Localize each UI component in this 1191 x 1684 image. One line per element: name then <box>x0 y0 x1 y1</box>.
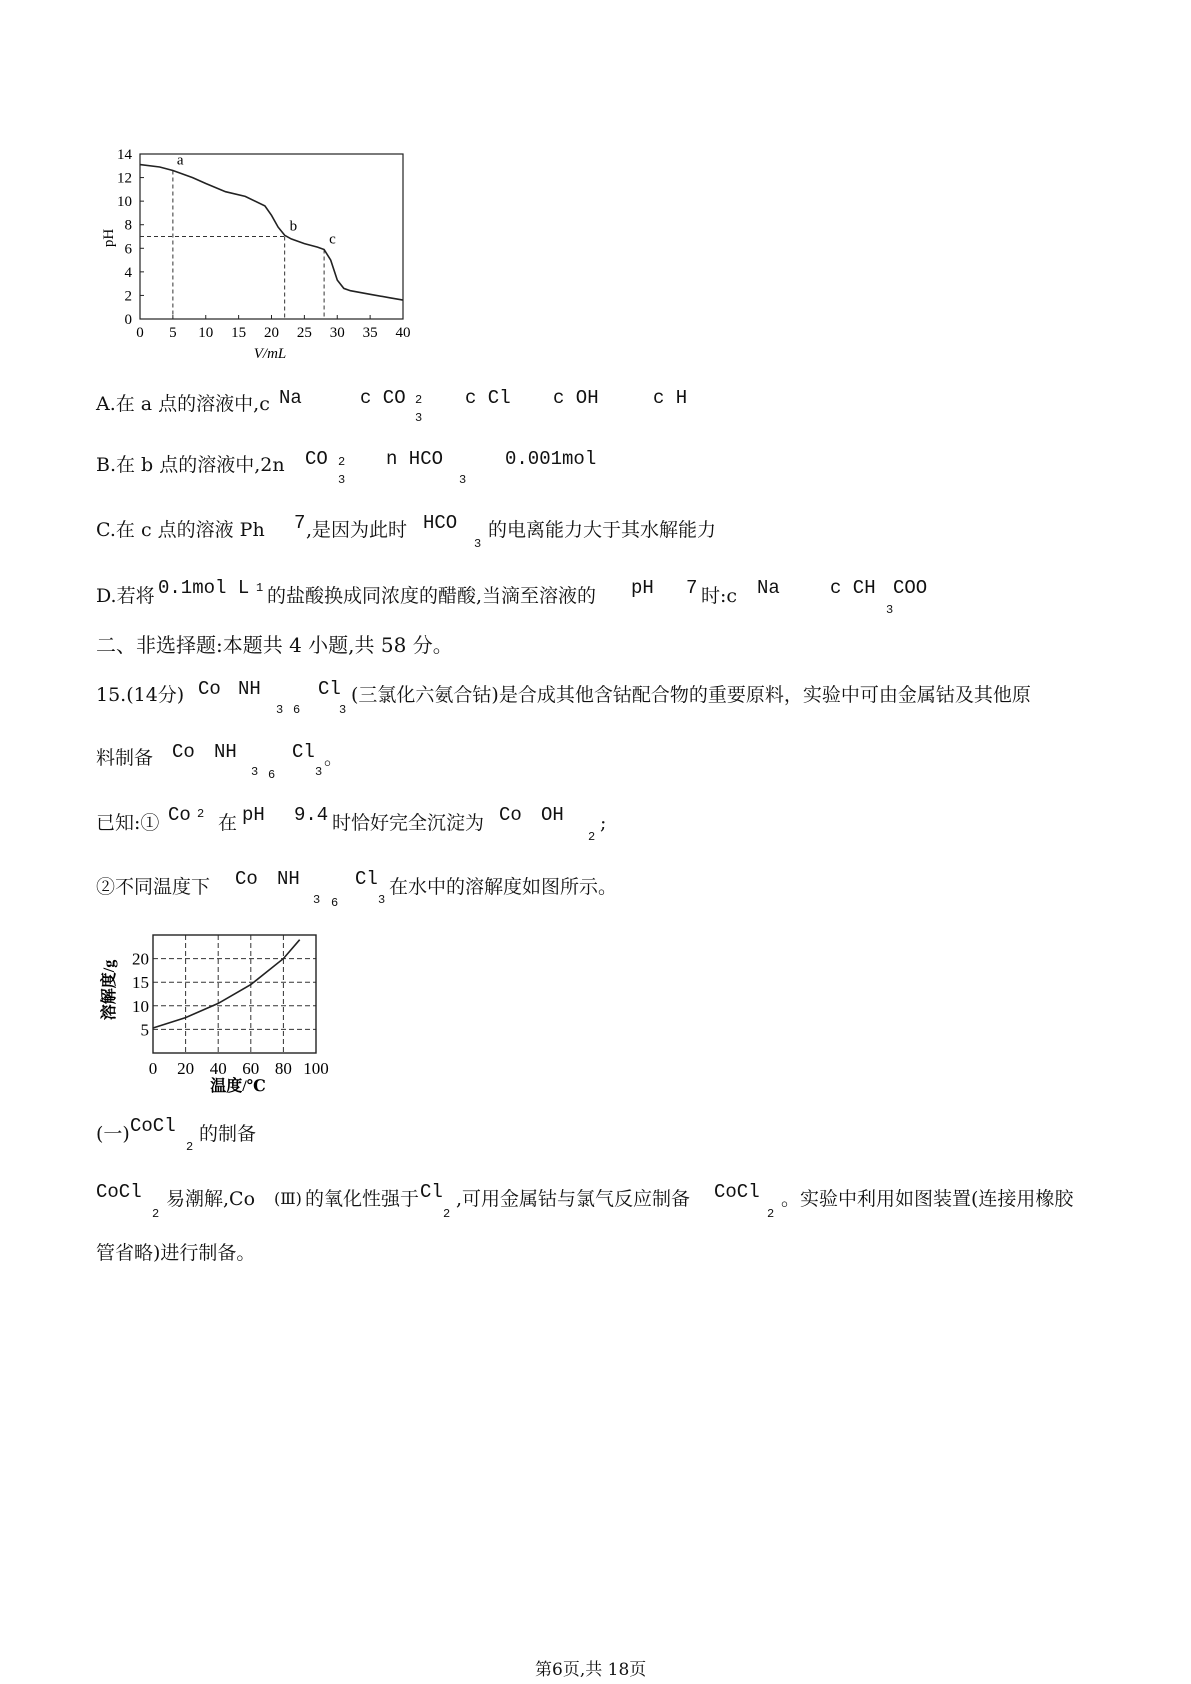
chart1-point-label-c: c <box>329 231 336 248</box>
chart1-xtick-label: 20 <box>264 325 279 341</box>
chart1-ylabel: pH <box>101 228 117 248</box>
para-text-3: ,可用金属钴与氯气反应制备 <box>456 1188 691 1210</box>
page-footer: 第6页,共 18页 <box>535 1660 647 1680</box>
option-a <box>96 392 270 416</box>
option-d-text-2: 的盐酸换成同浓度的醋酸,当滴至溶液的 <box>267 585 597 607</box>
known-1-ph-value: 9.4 <box>294 804 329 826</box>
q15-nh-sub: 3 <box>276 703 284 717</box>
para-cocl2-b-sub: 2 <box>767 1207 775 1221</box>
chart2-ytick-label: 20 <box>132 949 149 969</box>
option-c-text-3: 的电离能力大于其水解能力 <box>488 519 717 541</box>
known-1-label: 已知:① <box>96 812 160 834</box>
chart1-ytick-label: 10 <box>117 194 132 211</box>
option-c-text: C.在 c 点的溶液 Ph <box>96 519 265 541</box>
option-a-text: A.在 a 点的溶液中,c <box>96 393 270 415</box>
known-2-text: 在水中的溶解度如图所示。 <box>389 876 618 898</box>
known-2-cl-sub: 3 <box>378 893 386 907</box>
option-d-ph: pH <box>631 577 654 599</box>
option-b-text: B.在 b 点的溶液中,2n <box>96 454 285 476</box>
section-heading: 二、非选择题:本题共 4 小题,共 58 分。 <box>96 633 453 657</box>
chart1-point-label-b: b <box>289 218 298 235</box>
chart1-xtick-label: 15 <box>231 325 247 341</box>
option-b-formula-co3: CO <box>305 448 328 470</box>
q15-line2-text: 料制备 <box>96 747 154 769</box>
para-text-2: 的氧化性强于 <box>305 1188 420 1210</box>
option-d-ph-value: 7 <box>686 577 698 599</box>
option-b-formula-hco3: n HCO <box>386 448 444 470</box>
chart1-ytick-label: 0 <box>124 312 132 328</box>
chart1-ytick-label: 14 <box>117 147 132 163</box>
solubility-curve <box>153 940 300 1028</box>
known-1-co: Co <box>168 804 191 826</box>
chart1-xtick-label: 25 <box>296 325 312 341</box>
known-2-cl: Cl <box>355 868 378 890</box>
known-2-label: ②不同温度下 <box>96 876 211 898</box>
known-1-co2: Co <box>499 804 522 826</box>
chart1-ytick-label: 4 <box>124 264 132 281</box>
known-2-co: Co <box>235 868 258 890</box>
para-text-1: 易潮解,Co <box>166 1188 256 1210</box>
chart2-ytick-label: 15 <box>132 973 149 993</box>
known-1-ph: pH <box>242 804 265 826</box>
part1-label: (一) <box>96 1123 130 1145</box>
chart1-xtick-label: 30 <box>329 325 345 341</box>
option-a-formula-co3: c CO <box>360 387 406 409</box>
para-cocl2: CoCl <box>96 1181 142 1203</box>
q15-line2-cl: Cl <box>292 741 315 763</box>
chart2-xtick-label: 40 <box>209 1059 227 1078</box>
known-1-oh-sub: 2 <box>588 830 596 844</box>
q15-text: (三氯化六氨合钴)是合成其他含钴配合物的重要原料，实验中可由金属钴及其他原 <box>351 684 1031 706</box>
chart1-xtick-label: 40 <box>395 325 411 341</box>
chart1-xtick-label: 10 <box>198 325 214 341</box>
option-c-hco3-sub: 3 <box>474 537 482 551</box>
option-b-co3-sub: 3 <box>338 473 346 487</box>
q15-line2-nh-sub: 3 <box>251 765 259 779</box>
option-c <box>96 518 265 542</box>
q15-line2-nh: NH <box>214 741 237 763</box>
para-line-2: 管省略)进行制备。 <box>96 1242 256 1264</box>
chart2-ytick-label: 5 <box>140 1020 149 1040</box>
option-c-value: 7 <box>294 512 306 534</box>
known-1-text: 在 <box>218 812 238 834</box>
para-cocl2-b: CoCl <box>714 1181 760 1203</box>
chart2-xtick-label: 80 <box>274 1059 292 1078</box>
q15-line2-end: 。 <box>324 747 344 769</box>
para-text-1b: (Ⅲ) <box>274 1189 302 1208</box>
known-1-end: ; <box>600 812 607 834</box>
option-d-conc-sup: 1 <box>256 581 264 595</box>
q15-cl: Cl <box>318 678 341 700</box>
chart1-xtick-label: 5 <box>169 325 177 341</box>
chart2-xtick-label: 100 <box>303 1059 329 1078</box>
option-a-co3-sub: 3 <box>415 411 423 425</box>
option-a-formula-oh: c OH <box>553 387 599 409</box>
option-d-text-3: 时:c <box>701 585 738 607</box>
chart1-ytick-label: 12 <box>117 170 132 187</box>
titration-chart <box>95 138 425 368</box>
known-2-nh: NH <box>277 868 300 890</box>
option-b-amount: 0.001mol <box>505 448 597 470</box>
chart2-ytick-label: 10 <box>132 996 149 1016</box>
option-b <box>96 453 285 477</box>
q15-line2-cl-sub: 3 <box>315 765 323 779</box>
q15-co: Co <box>198 678 221 700</box>
part1-formula: CoCl <box>130 1115 176 1137</box>
chart1-xtick-label: 35 <box>362 325 378 341</box>
option-a-formula-cl: c Cl <box>465 387 511 409</box>
para-cl2-sub: 2 <box>443 1207 451 1221</box>
option-c-formula-hco3: HCO <box>423 512 458 534</box>
chart1-ytick-label: 2 <box>124 288 132 305</box>
known-1-text-2: 时恰好完全沉淀为 <box>332 812 485 834</box>
known-2-nh-sub6: 6 <box>331 896 339 910</box>
option-d <box>96 584 155 608</box>
chart1-xtick-label: 0 <box>136 325 144 341</box>
option-d-formula-coo: COO <box>893 577 928 599</box>
q15-nh-sub6: 6 <box>293 703 301 717</box>
option-d-text: D.若将 <box>96 585 155 607</box>
chart2-xlabel: 温度/℃ <box>210 1078 266 1095</box>
chart2-ylabel: 溶解度/g <box>101 959 118 1021</box>
chart1-xlabel: V/mL <box>253 346 287 362</box>
chart2-xtick-label: 60 <box>242 1059 260 1078</box>
chart1-ytick-label: 6 <box>124 241 132 258</box>
chart1-frame <box>140 154 403 319</box>
part1-text: 的制备 <box>199 1123 257 1145</box>
q15-line2-co: Co <box>172 741 195 763</box>
known-1-oh: OH <box>541 804 564 826</box>
q15-nh: NH <box>238 678 261 700</box>
option-d-ch3-sub: 3 <box>886 603 894 617</box>
para-text-4: 。实验中利用如图装置(连接用橡胶 <box>781 1188 1074 1210</box>
option-d-formula-na: Na <box>757 577 780 599</box>
chart1-ytick-label: 8 <box>124 217 132 234</box>
q15-cl-sub: 3 <box>339 703 347 717</box>
chart2-xtick-label: 20 <box>177 1059 195 1078</box>
ph-curve <box>140 165 403 301</box>
q15-line2-nh-sub6: 6 <box>268 768 276 782</box>
known-1-co-charge: 2 <box>197 807 205 821</box>
option-a-formula-h: c H <box>653 387 688 409</box>
solubility-chart <box>98 928 348 1098</box>
part1-formula-sub: 2 <box>186 1140 194 1154</box>
option-d-formula-ch3coo: c CH <box>830 577 876 599</box>
option-a-co3-charge: 2 <box>415 393 423 407</box>
option-c-text-2: ,是因为此时 <box>306 519 408 541</box>
option-a-formula-na: Na <box>279 387 302 409</box>
option-d-conc: 0.1mol L <box>158 577 250 599</box>
chart1-point-label-a: a <box>176 152 184 169</box>
option-b-hco3-sub: 3 <box>459 473 467 487</box>
option-b-co3-charge: 2 <box>338 455 346 469</box>
para-cl2: Cl <box>420 1181 443 1203</box>
chart2-xtick-label: 0 <box>148 1059 158 1078</box>
q15-number: 15.(14分) <box>96 684 185 706</box>
para-cocl2-sub: 2 <box>152 1207 160 1221</box>
known-2-nh-sub: 3 <box>313 893 321 907</box>
